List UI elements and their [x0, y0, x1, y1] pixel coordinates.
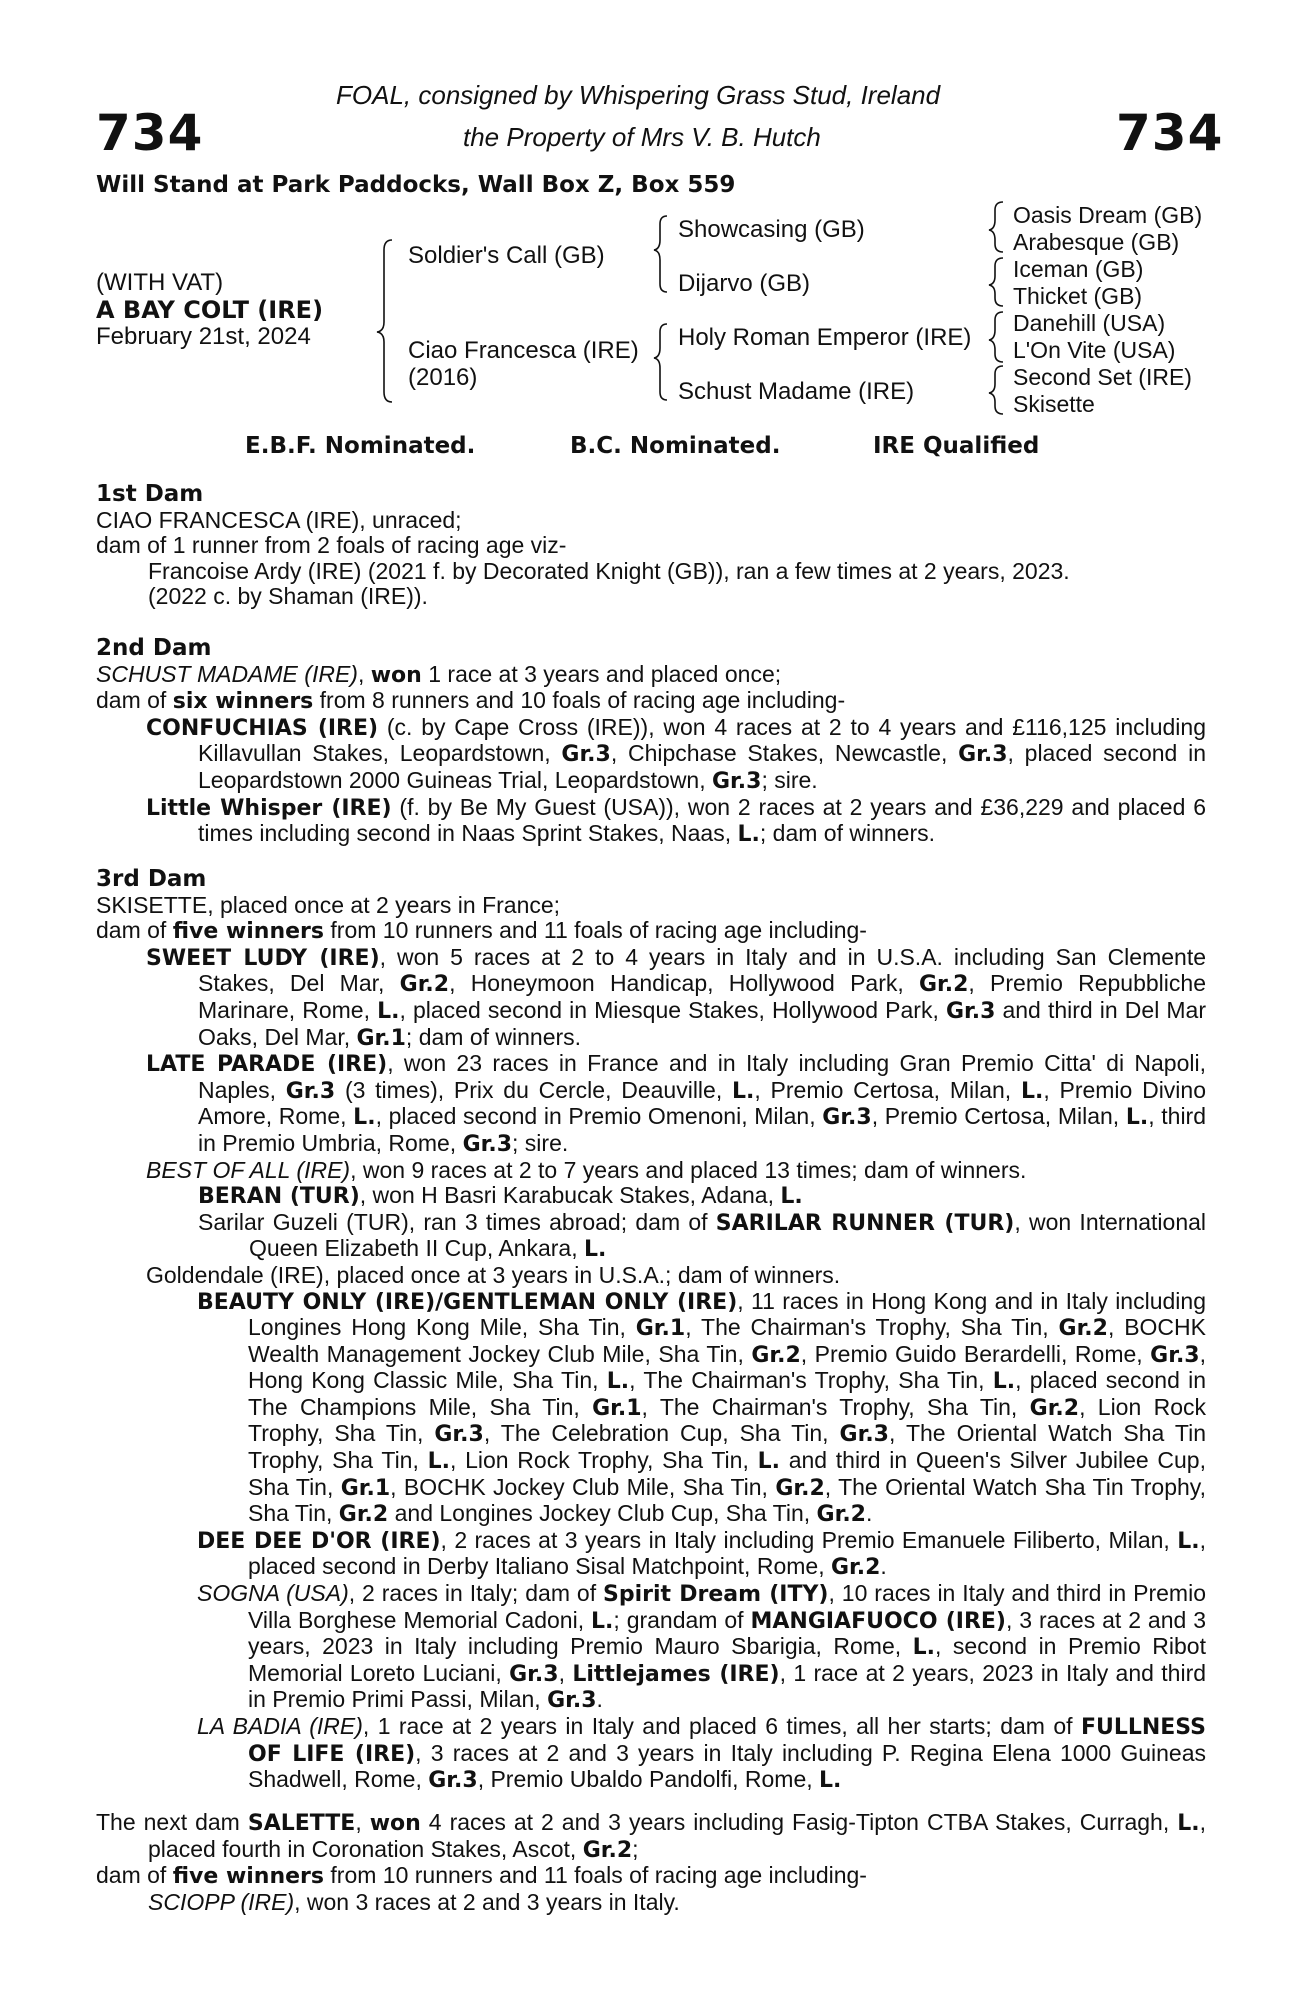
first-dam-produce-line: dam of 1 runner from 2 foals of racing age viz-	[96, 532, 567, 559]
text: , placed second in Premio Omenoni, Milan,	[375, 1103, 823, 1130]
foaling-date: February 21st, 2024	[96, 323, 311, 350]
grade: Gr.3	[822, 1105, 872, 1131]
grade: Gr.2	[399, 972, 450, 998]
grade: Gr.3	[428, 1768, 478, 1794]
produce-confuchias	[96, 715, 1206, 795]
grade: L.	[591, 1608, 614, 1634]
grade: Gr.3	[839, 1422, 889, 1448]
winner-count: six winners	[172, 689, 314, 715]
sire-name: Soldier's Call (GB)	[408, 242, 605, 269]
lot-number-left: 734	[96, 104, 204, 162]
text: 4 races at 2 and 3 years including Fasig-Tipton CTBA Stakes, Curragh,	[420, 1809, 1178, 1835]
grade: Gr.3	[561, 742, 611, 768]
text: (3 times), Prix du Cercle, Deauville,	[335, 1076, 732, 1103]
third-dam-produce-line	[96, 918, 1206, 945]
horse-name-sarilar-runner: SARILAR RUNNER (TUR)	[715, 1210, 1015, 1236]
text: , won 9 races at 2 to 7 years and placed 13 times; dam of winners.	[350, 1156, 1027, 1183]
text: , BOCHK Jockey Club Mile, Sha Tin,	[390, 1473, 776, 1500]
text: dam of	[96, 1862, 173, 1889]
ire-qualified: IRE Qualified	[873, 433, 1040, 459]
produce-sarilar-guzeli	[96, 1210, 1206, 1263]
text: , placed second in Miesque Stakes, Hollywood Park,	[399, 996, 946, 1023]
text: , 2 races at 3 years in Italy including Premio Emanuele Filiberto, Milan,	[440, 1526, 1178, 1553]
grade: Gr.2	[816, 1502, 866, 1528]
produce-sweet-ludy	[96, 945, 1206, 1051]
text: dam of	[96, 687, 173, 714]
text: , placed fourth in Coronation Stakes, Ascot,	[148, 1809, 1206, 1862]
text: , placed second in Derby Italiano Sisal Matchpoint, Rome,	[248, 1526, 1206, 1580]
horse-name-beauty-only: BEAUTY ONLY (IRE)/GENTLEMAN ONLY (IRE)	[197, 1289, 738, 1315]
produce-sciopp	[96, 1890, 1206, 1916]
text: , 1 race at 2 years, 2023 in Italy and third in Premio Primi Passi, Milan,	[248, 1659, 1207, 1713]
grade: L.	[780, 1184, 803, 1210]
gen4-6: L'On Vite (USA)	[1013, 337, 1176, 363]
grade: L.	[583, 1237, 607, 1263]
won-label: won	[369, 1811, 421, 1836]
horse-name-la-badia: LA BADIA (IRE)	[197, 1713, 363, 1739]
grade: L.	[1020, 1078, 1044, 1104]
property-line: the Property of Mrs V. B. Hutch	[463, 122, 821, 152]
horse-name-fullness-of-life: FULLNESS OF LIFE (IRE)	[248, 1715, 1207, 1767]
sires-sire: Showcasing (GB)	[678, 216, 865, 243]
produce-beauty-only: BEAUTY ONLY (IRE)/GENTLEMAN ONLY (IRE), 11 races in Hong Kong and in Italy including Longines Hong Kong Mile, Sha Tin, Gr.1, The Chairman's Trophy, Sha Tin, Gr.2, BOCHK Wealth Management Jockey Club Mile, Sha Tin, Gr.2, Premio Guido Berardelli, Rome, Gr.3, Hong Kong Classic Mile, Sha Tin, L., The Chairman's Trophy, Sha Tin, L., placed second in The Champions Mile, Sha Tin, Gr.1, The Chairman's Trophy, Sha Tin, Gr.2, Lion Rock Trophy, Sha Tin, Gr.3, The Celebration Cup, Sha Tin, Gr.3, The Oriental Watch Sha Tin Trophy, Sha Tin, L., Lion Rock Trophy, Sha Tin, L. and third in Queen's Silver Jubilee Cup, Sha Tin, Gr.1, BOCHK Jockey Club Mile, Sha Tin, Gr.2, The Oriental Watch Sha Tin Trophy, Sha Tin, Gr.2 and Longines Jockey Club Cup, Sha Tin, Gr.2.	[197, 1287, 1207, 1528]
grade: Gr.2	[751, 1342, 801, 1368]
text: , third in Premio Umbria, Rome,	[198, 1103, 1206, 1156]
text: , placed second in The Champions Mile, Sha Tin,	[248, 1367, 1207, 1420]
dams-dam: Schust Madame (IRE)	[678, 378, 915, 405]
grade: Gr.3	[509, 1661, 559, 1687]
horse-name-spirit-dream: Spirit Dream (ITY)	[603, 1582, 829, 1608]
grade: L.	[377, 998, 400, 1024]
produce-beran	[96, 1183, 1206, 1210]
horse-name: A BAY COLT (IRE)	[96, 296, 324, 324]
text: from 10 runners and 11 foals of racing age including-	[324, 1862, 867, 1889]
grade: Gr.1	[592, 1395, 642, 1421]
text: and Longines Jockey Club Cup, Sha Tin,	[388, 1500, 817, 1527]
produce-dee-dee-dor: DEE DEE D'OR (IRE), 2 races at 3 years in Italy including Premio Emanuele Filiberto, Milan, L., placed second in Derby Italiano Sisal Matchpoint, Rome, Gr.2.	[197, 1526, 1206, 1581]
produce-best-of-all	[96, 1158, 1206, 1184]
produce-little-whisper	[96, 795, 1206, 848]
text: , Chipchase Stakes, Newcastle,	[610, 740, 959, 767]
third-dam-section	[96, 867, 1206, 1794]
grade: Gr.2	[1058, 1316, 1108, 1342]
grade: Gr.3	[958, 742, 1008, 768]
text: , 3 races at 2 and 3 years, 2023 in Italy including Premio Mauro Sbarigia, Rome,	[248, 1606, 1207, 1660]
first-dam-line: CIAO FRANCESCA (IRE), unraced;	[96, 506, 462, 533]
text: ; dam of winners.	[759, 820, 936, 847]
text: , BOCHK Wealth Management Jockey Club Mile, Sha Tin,	[248, 1314, 1206, 1367]
text: (f. by Be My Guest (USA)), won 2 races at 2 years and £36,229 and placed 6 times including second in Naas Sprint Stakes, Naas,	[198, 793, 1206, 847]
text: , 10 races in Italy and third in Premio Villa Borghese Memorial Cadoni,	[248, 1580, 1206, 1633]
grade: L.	[1125, 1105, 1149, 1131]
horse-name-confuchias: CONFUCHIAS (IRE)	[146, 715, 379, 741]
text: ; dam of winners.	[405, 1023, 582, 1050]
grade: L.	[353, 1105, 376, 1131]
text: , The Chairman's Trophy, Sha Tin,	[641, 1393, 1030, 1420]
next-dam-line: The next dam SALETTE, won 4 races at 2 and 3 years including Fasig-Tipton CTBA Stakes, Curragh, L., placed fourth in Coronation Stakes, Ascot, Gr.2;	[96, 1809, 1206, 1863]
grade: Gr.2	[582, 1837, 633, 1863]
gen4-2: Arabesque (GB)	[1013, 229, 1180, 255]
text: , Premio Divino Amore, Rome,	[198, 1076, 1206, 1130]
text: , Premio Guido Berardelli, Rome,	[800, 1340, 1151, 1367]
grade: Gr.2	[775, 1475, 825, 1501]
text: , won H Basri Karabucak Stakes, Adana,	[359, 1182, 781, 1209]
text: , 1 race at 2 years in Italy and placed 6 times, all her starts; dam of	[362, 1713, 1081, 1739]
dam-year: (2016)	[408, 364, 478, 391]
grade: Gr.2	[338, 1502, 389, 1528]
text: , The Oriental Watch Sha Tin Trophy, Sha Tin,	[248, 1420, 1206, 1474]
grade: L.	[731, 1078, 755, 1104]
text: , second in Premio Ribot Memorial Loreto Luciani,	[248, 1633, 1206, 1686]
third-dam-title: 3rd Dam	[96, 866, 207, 892]
gen4-1: Oasis Dream (GB)	[1013, 202, 1203, 228]
horse-name-mangiafuoco: MANGIAFUOCO (IRE)	[750, 1608, 1006, 1634]
produce-goldendale: Goldendale (IRE), placed once at 3 years in U.S.A.; dam of winners.	[146, 1261, 841, 1288]
text: , The Chairman's Trophy, Sha Tin,	[685, 1314, 1059, 1341]
text: , Lion Rock Trophy, Sha Tin,	[449, 1447, 758, 1474]
text: from 10 runners and 11 foals of racing age including-	[324, 917, 867, 944]
horse-name-late-parade: LATE PARADE (IRE)	[146, 1052, 388, 1078]
dam-name: Ciao Francesca (IRE)	[408, 337, 639, 364]
next-dam-section	[96, 1810, 1206, 1915]
text: , won 23 races in France and in Italy including Gran Premio Citta' di Napoli, Naples,	[198, 1050, 1206, 1103]
produce-2022: (2022 c. by Shaman (IRE)).	[148, 583, 428, 610]
grade: Gr.3	[434, 1422, 484, 1448]
bc-nomination: B.C. Nominated.	[570, 433, 781, 459]
horse-name-little-whisper: Little Whisper (IRE)	[146, 795, 392, 821]
second-dam-produce-line	[96, 688, 1206, 715]
first-dam-title: 1st Dam	[96, 481, 204, 507]
second-dam-line: SCHUST MADAME (IRE), won 1 race at 3 years and placed once;	[96, 660, 782, 688]
grade: L.	[819, 1768, 842, 1794]
text: , Premio Repubbliche Marinare, Rome,	[198, 970, 1206, 1023]
produce-la-badia	[96, 1714, 1206, 1794]
grade: Gr.2	[830, 1555, 881, 1581]
produce-late-parade	[96, 1051, 1206, 1157]
horse-name-sogna: SOGNA (USA)	[197, 1580, 349, 1607]
text: , The Oriental Watch Sha Tin Trophy, Sha Tin,	[248, 1473, 1206, 1527]
text: , Premio Certosa, Milan,	[871, 1103, 1126, 1130]
grade: Gr.3	[1150, 1342, 1200, 1368]
text: , The Celebration Cup, Sha Tin,	[483, 1420, 840, 1447]
text: , 3 races at 2 and 3 years in Italy including P. Regina Elena 1000 Guineas Shadwell, Rome,	[248, 1739, 1206, 1793]
first-dam-section	[96, 482, 1206, 610]
horse-name-best-of-all: BEST OF ALL (IRE)	[146, 1156, 351, 1183]
grade: L.	[992, 1369, 1016, 1395]
text: , Lion Rock Trophy, Sha Tin,	[248, 1393, 1206, 1447]
grade: Gr.3	[712, 768, 762, 794]
lot-number-right: 734	[1116, 104, 1224, 162]
text: , won 3 races at 2 and 3 years in Italy.	[294, 1888, 680, 1915]
gen4-5: Danehill (USA)	[1013, 310, 1166, 336]
grade: Gr.1	[340, 1475, 391, 1501]
consignor-line: FOAL, consigned by Whispering Grass Stud, Ireland	[336, 80, 941, 110]
winner-count: five winners	[172, 919, 325, 945]
horse-name-littlejames: Littlejames (IRE)	[572, 1661, 780, 1687]
grade: Gr.3	[547, 1688, 597, 1714]
won-label: won	[370, 662, 422, 688]
grade: Gr.3	[945, 998, 996, 1024]
text: dam of	[96, 917, 173, 944]
grade: Gr.2	[918, 972, 969, 998]
second-dam-title: 2nd Dam	[96, 635, 212, 661]
grade: Gr.1	[635, 1316, 686, 1342]
horse-name-salette: SALETTE	[247, 1811, 356, 1836]
horse-name-sweet-ludy: SWEET LUDY (IRE)	[146, 945, 380, 971]
text: The next dam	[96, 1809, 248, 1835]
grade: L.	[427, 1449, 450, 1475]
produce-francoise: Francoise Ardy (IRE) (2021 f. by Decorated Knight (GB)), ran a few times at 2 years, 2023.	[148, 557, 1070, 584]
gen4-4: Thicket (GB)	[1013, 283, 1143, 309]
grade: L.	[606, 1369, 630, 1395]
horse-name-sciopp: SCIOPP (IRE)	[148, 1888, 295, 1915]
grade: L.	[1177, 1811, 1200, 1836]
text: , placed second in Leopardstown 2000 Guineas Trial, Leopardstown,	[198, 740, 1206, 793]
second-dam-record: 1 race at 3 years and placed once;	[421, 660, 782, 687]
grade: L.	[737, 822, 760, 848]
next-dam-produce-line	[96, 1863, 1206, 1890]
gen4-8: Skisette	[1013, 391, 1095, 417]
grade: Gr.3	[462, 1131, 513, 1157]
text: , Premio Certosa, Milan,	[754, 1076, 1021, 1103]
grade: L.	[1177, 1528, 1200, 1554]
text: and third in Queen's Silver Jubilee Cup, Sha Tin,	[248, 1447, 1206, 1500]
text: , won International Queen Elizabeth II Cup, Ankara,	[249, 1208, 1207, 1262]
grade: Gr.3	[285, 1078, 336, 1104]
text: , The Chairman's Trophy, Sha Tin,	[629, 1367, 993, 1394]
ebf-nomination: E.B.F. Nominated.	[245, 433, 476, 459]
sires-dam: Dijarvo (GB)	[678, 270, 811, 297]
vat-label: (WITH VAT)	[96, 269, 224, 296]
gen4-3: Iceman (GB)	[1013, 256, 1144, 282]
horse-name-beran: BERAN (TUR)	[198, 1184, 360, 1210]
grade: L.	[757, 1449, 780, 1475]
text: , 2 races in Italy; dam of	[348, 1580, 604, 1607]
text: ;	[632, 1835, 639, 1862]
winner-count: five winners	[172, 1864, 325, 1890]
text: , 11 races in Hong Kong and in Italy including Longines Hong Kong Mile, Sha Tin,	[248, 1287, 1206, 1341]
text: from 8 runners and 10 foals of racing age including-	[313, 687, 846, 714]
grade: Gr.2	[1029, 1395, 1080, 1421]
text: , won 5 races at 2 to 4 years in Italy and in U.S.A. including San Clemente Stakes, Del Mar,	[198, 943, 1207, 997]
stand-location: Will Stand at Park Paddocks, Wall Box Z, Box 559	[96, 172, 736, 198]
text: ; sire.	[512, 1129, 569, 1156]
produce-sogna: SOGNA (USA), 2 races in Italy; dam of Spirit Dream (ITY), 10 races in Italy and third in Premio Villa Borghese Memorial Cadoni, L.; grandam of MANGIAFUOCO (IRE), 3 races at 2 and 3 years, 2023 in Italy including Premio Mauro Sbarigia, Rome, L., second in Premio Ribot Memorial Loreto Luciani, Gr.3, Littlejames (IRE), 1 race at 2 years, 2023 in Italy and third in Premio Primi Passi, Milan, Gr.3.	[197, 1580, 1207, 1714]
second-dam-section	[96, 636, 1206, 848]
grade: Gr.1	[356, 1025, 406, 1051]
second-dam-name: SCHUST MADAME (IRE)	[96, 660, 358, 687]
text: , Premio Ubaldo Pandolfi, Rome,	[477, 1766, 820, 1793]
gen4-7: Second Set (IRE)	[1013, 364, 1192, 390]
text: (c. by Cape Cross (IRE)), won 4 races at 2 to 4 years and £116,125 including Killavullan Stakes, Leopardstown,	[198, 713, 1206, 767]
text: Sarilar Guzeli (TUR), ran 3 times abroad; dam of	[198, 1208, 716, 1235]
text: , Honeymoon Handicap, Hollywood Park,	[449, 970, 919, 997]
grade: L.	[912, 1635, 936, 1661]
text: ; grandam of	[613, 1606, 751, 1633]
dams-sire: Holy Roman Emperor (IRE)	[678, 324, 972, 351]
third-dam-line: SKISETTE, placed once at 2 years in France;	[96, 891, 561, 918]
text: and third in Del Mar Oaks, Del Mar,	[198, 996, 1207, 1050]
text: ; sire.	[761, 766, 818, 793]
horse-name-dee-dee-dor: DEE DEE D'OR (IRE)	[197, 1528, 441, 1554]
text: , Hong Kong Classic Mile, Sha Tin,	[248, 1340, 1206, 1394]
